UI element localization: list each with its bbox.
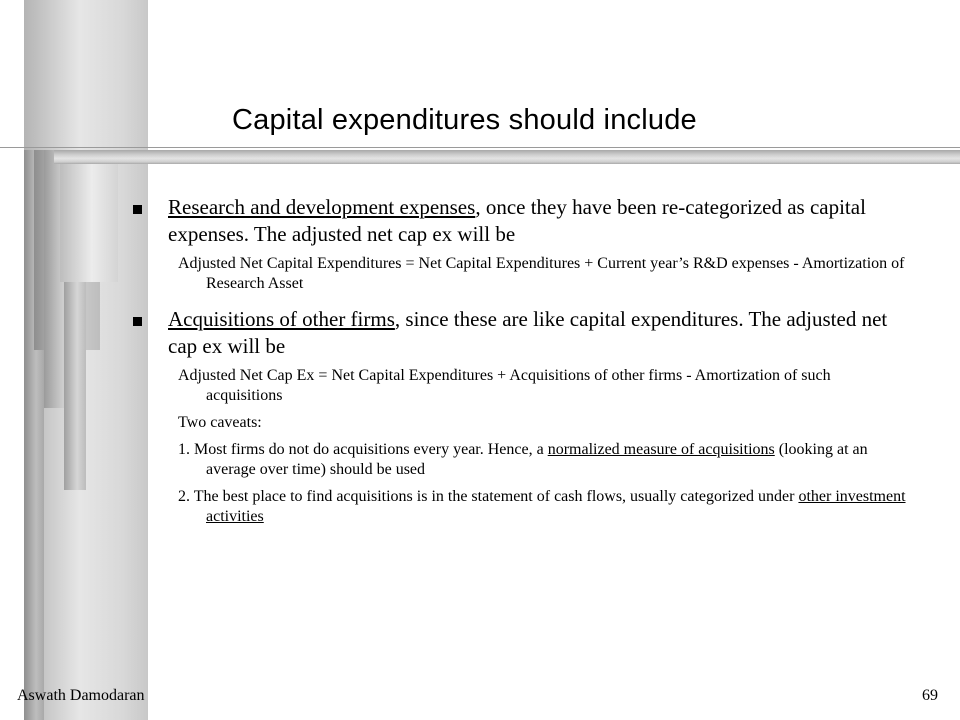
slide-body [130, 194, 910, 534]
caveat-2 [130, 487, 910, 527]
acquisitions-term: Acquisitions of other firms [168, 307, 395, 331]
bullet-text: , once they have been re-categorized as capital expenses. The adjusted net cap ex will be [168, 195, 866, 246]
other-investment-term: other investment activities [206, 488, 906, 525]
caveat-1-text: 1. Most firms do not do acquisitions every year. Hence, a [178, 441, 548, 458]
decorative-bar [60, 150, 118, 282]
caveats-heading: Two caveats: [178, 414, 262, 431]
bullet-item-acquisitions [130, 306, 910, 360]
bullet-item-rd [130, 194, 910, 248]
square-bullet-icon [133, 205, 142, 214]
square-bullet-icon [133, 317, 142, 326]
formula-acquisitions: Adjusted Net Cap Ex = Net Capital Expenditures + Acquisitions of other firms - Amortization of such acquisitions [178, 367, 831, 404]
caveat-1-tail: (looking at an average over time) should be used [206, 441, 868, 478]
page-number: 69 [922, 687, 938, 704]
normalized-measure-term: normalized measure of acquisitions [547, 441, 775, 458]
caveat-2-text: 2. The best place to find acquisitions is in the statement of cash flows, usually categorized under [178, 488, 799, 505]
formula-rd: Adjusted Net Capital Expenditures = Net Capital Expenditures + Current year’s R&D expenses - Amortization of Research Asset [178, 255, 905, 292]
title-rule-bar [54, 150, 960, 164]
title-divider-line [0, 147, 960, 148]
caveat-1 [130, 440, 910, 480]
bullet-text: , since these are like capital expenditures. The adjusted net cap ex will be [168, 307, 888, 358]
rd-expenses-term: Research and development expenses [168, 195, 476, 219]
slide-title: Capital expenditures should include [232, 104, 697, 136]
footer-author: Aswath Damodaran [17, 687, 145, 704]
decorative-bar [64, 282, 86, 490]
